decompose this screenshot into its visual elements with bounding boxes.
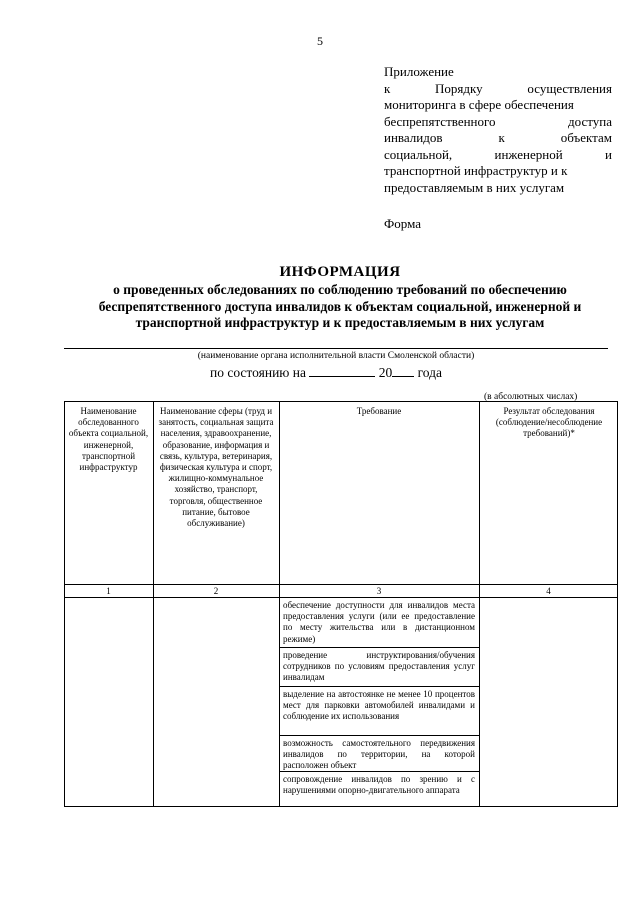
requirement-divider [279, 647, 479, 648]
document-title: ИНФОРМАЦИЯ [279, 264, 401, 280]
appendix-line [384, 81, 612, 98]
appendix-word: Порядку [435, 80, 483, 96]
column-number: 4 [546, 586, 551, 596]
column-number: 1 [106, 586, 111, 596]
appendix-line [384, 147, 612, 164]
appendix-word: инженерной [494, 146, 563, 162]
appendix-word: и [605, 146, 612, 162]
date-suffix: года [417, 365, 443, 380]
appendix-word: к [498, 130, 505, 145]
table-row-divider [64, 597, 618, 598]
requirement-item: сопровождение инвалидов по зрению и с нарушениями опорно-двигательного аппарата [283, 774, 475, 796]
appendix-line [384, 114, 612, 131]
appendix-word: доступа [568, 113, 612, 129]
requirement-item: проведение инструктирования/обучения сотрудников по условиям предоставления услуг инвалидам [283, 650, 475, 683]
table-row-divider [64, 584, 618, 585]
date-blank [309, 365, 375, 377]
column-header-result: Результат обследования (соблюдение/несоблюдение требований)* [495, 406, 603, 439]
appendix-word: к [384, 80, 391, 96]
appendix-line: мониторинга в сфере обеспечения [384, 97, 574, 112]
appendix-line: Приложение [384, 64, 454, 79]
units-note: (в абсолютных числах) [484, 392, 578, 402]
appendix-header [384, 64, 612, 196]
document-subtitle: о проведенных обследованиях по соблюдению требований по обеспечению беспрепятственного доступа инвалидов к объектам социальной, инженерной и транспортной инфраструктур и к предоставляемым в них услугам [98, 282, 582, 330]
requirement-item: выделение на автостоянке не менее 10 процентов мест для парковки автомобилей инвалидами и соблюдение их использования [283, 689, 475, 722]
year-prefix: 20 [378, 365, 393, 380]
column-header-requirement: Требование [356, 406, 402, 416]
appendix-line [384, 130, 612, 147]
appendix-word: объектам [560, 130, 612, 145]
appendix-word: беспрепятственного [384, 113, 496, 129]
form-label: Форма [384, 216, 421, 231]
column-number: 2 [213, 586, 219, 596]
column-number: 3 [376, 586, 382, 596]
appendix-line: предоставляемым в них услугам [384, 179, 565, 195]
org-name-blank-line [64, 348, 608, 349]
appendix-word: инвалидов [384, 130, 443, 145]
date-line [210, 365, 442, 381]
page-number: 5 [317, 34, 323, 48]
org-name-caption: (наименование органа исполнительной власти Смоленской области) [197, 351, 475, 361]
year-blank [392, 365, 414, 377]
table-column-divider [479, 401, 480, 807]
appendix-line: транспортной инфраструктур и к [384, 163, 568, 178]
requirement-divider [279, 735, 479, 736]
column-header-sphere: Наименование сферы (труд и занятость, социальная защита населения, здравоохранение, образование, информация и связь, культура, ветеринария, физическая культура и спорт, жилищно-коммунальное хозяйство, транспорт, торговля, общественное питание, бытовое обслуживание) [158, 406, 274, 529]
column-header-object: Наименование обследованного объекта социальной, инженерной, транспортной инфраструктур [68, 406, 149, 473]
date-prefix: по состоянию на [210, 365, 306, 380]
appendix-word: осуществления [527, 80, 612, 96]
requirement-item: обеспечение доступности для инвалидов места предоставления услуги (или ее предоставление по месту жительства или в дистанционном режиме) [283, 600, 475, 644]
requirement-item: возможность самостоятельного передвижения инвалидов по территории, на которой расположен объект [283, 738, 475, 771]
table-column-divider [153, 401, 154, 807]
appendix-word: социальной, [384, 146, 453, 162]
table-column-divider [279, 401, 280, 807]
requirement-divider [279, 686, 479, 687]
